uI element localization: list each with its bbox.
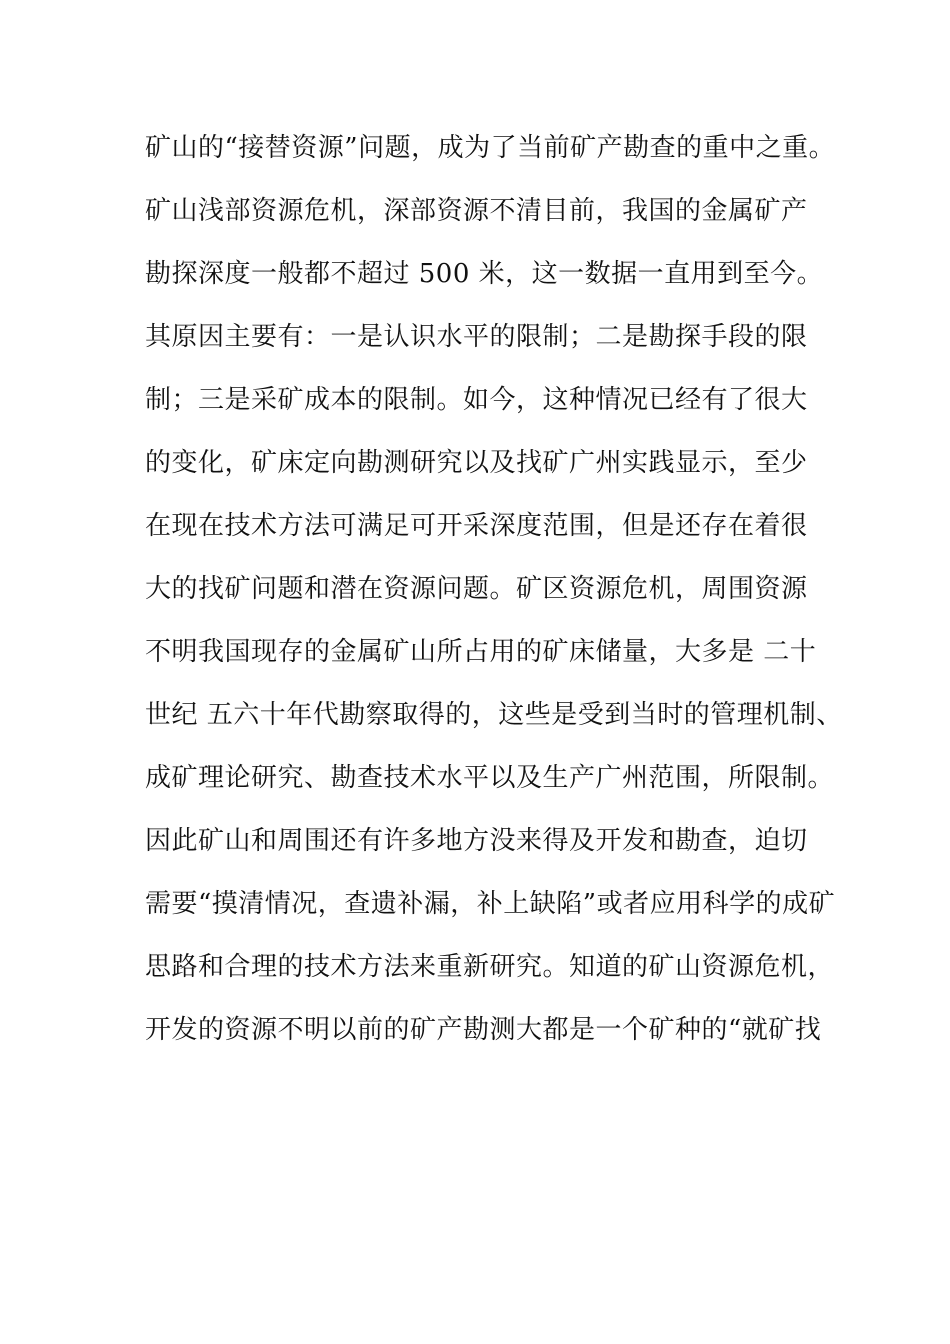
text-line: 成矿理论研究、勘查技术水平以及生产广州范围，所限制。: [145, 763, 835, 793]
text-line: 开发的资源不明以前的矿产勘测大都是一个矿种的“就矿找: [145, 1015, 822, 1045]
text-line: 需要“摸清情况，查遗补漏，补上缺陷”或者应用科学的成矿: [145, 889, 836, 919]
text-line: 因此矿山和周围还有许多地方没来得及开发和勘查，迫切: [145, 826, 808, 856]
text-line: 思路和合理的技术方法来重新研究。知道的矿山资源危机，: [145, 952, 835, 982]
text-line: 不明我国现存的金属矿山所占用的矿床储量，大多是 二十: [145, 637, 817, 667]
text-line: 勘探深度一般都不超过 500 米，这一数据一直用到至今。: [145, 259, 824, 289]
text-line: 矿山浅部资源危机，深部资源不清目前，我国的金属矿产: [145, 196, 808, 226]
text-line: 世纪 五六十年代勘察取得的，这些是受到当时的管理机制、: [145, 700, 843, 730]
text-line: 的变化，矿床定向勘测研究以及找矿广州实践显示，至少: [145, 448, 808, 478]
text-line: 在现在技术方法可满足可开采深度范围，但是还存在着很: [145, 511, 808, 541]
text-line: 制；三是采矿成本的限制。如今，这种情况已经有了很大: [145, 385, 808, 415]
body-text: [145, 128, 845, 1073]
text-line: 大的找矿问题和潜在资源问题。矿区资源危机，周围资源: [145, 574, 808, 604]
text-line: 矿山的“接替资源”问题，成为了当前矿产勘查的重中之重。: [145, 133, 836, 163]
text-line: 其原因主要有：一是认识水平的限制；二是勘探手段的限: [145, 322, 808, 352]
